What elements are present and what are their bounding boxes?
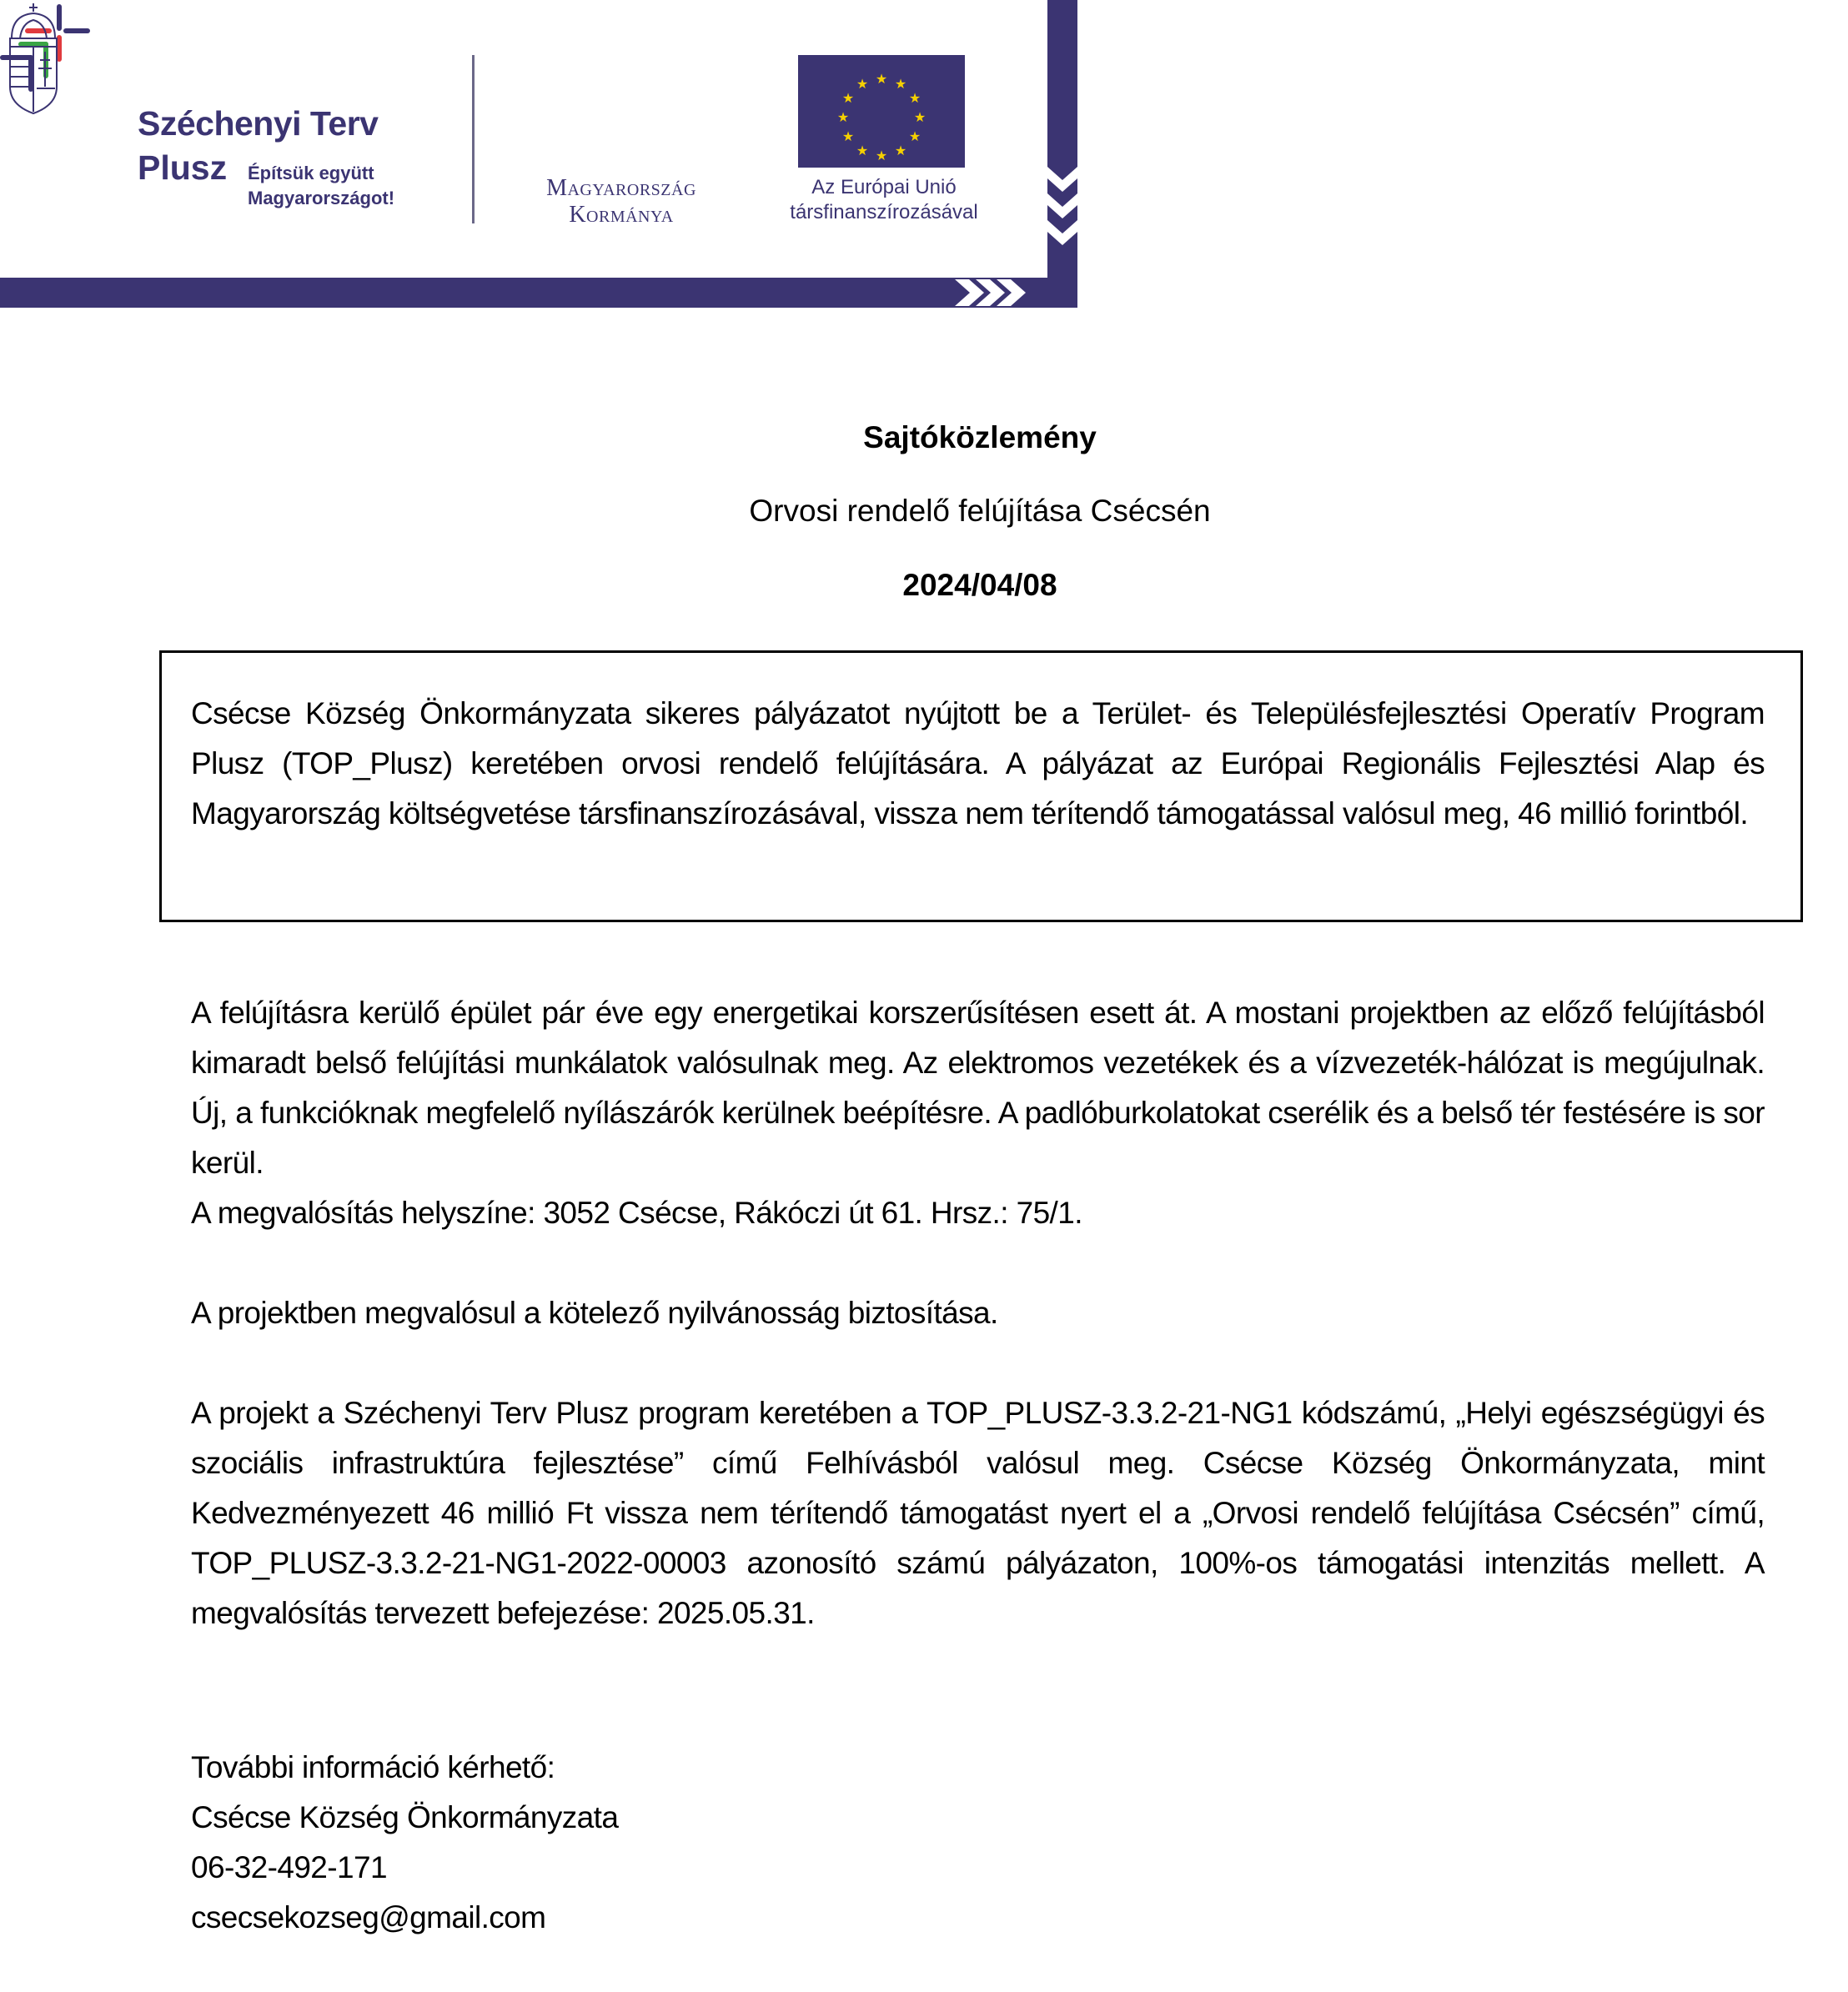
svg-text:★: ★ xyxy=(836,109,850,125)
slogan-line-2: Magyarországot! xyxy=(248,188,395,208)
government-label xyxy=(517,175,726,228)
svg-text:★: ★ xyxy=(894,143,907,158)
contact-email-link[interactable]: csecsekozseg@gmail.com xyxy=(191,1900,546,1934)
contact-block xyxy=(191,1743,618,1943)
szechenyi-plusz: Plusz xyxy=(138,148,228,187)
government-line-2: Kormánya xyxy=(569,202,674,228)
logo-divider xyxy=(472,55,475,223)
slogan-line-1: Építsük együtt xyxy=(248,163,374,183)
contact-phone: 06-32-492-171 xyxy=(191,1850,387,1884)
svg-text:★: ★ xyxy=(913,109,927,125)
contact-heading: További információ kérhető: xyxy=(191,1750,555,1784)
eu-line-2: társfinanszírozásával xyxy=(790,201,978,223)
project-location: A megvalósítás helyszíne: 3052 Csécse, Rákóczi út 61. Hrsz.: 75/1. xyxy=(191,1196,1082,1230)
svg-text:★: ★ xyxy=(908,90,921,106)
government-line-1: Magyarország xyxy=(546,175,696,201)
document-subtitle: Orvosi rendelő felújítása Csécsén xyxy=(749,494,1211,528)
contact-organization: Csécse Község Önkormányzata xyxy=(191,1800,619,1834)
svg-text:★: ★ xyxy=(841,90,855,106)
svg-text:★: ★ xyxy=(856,76,869,92)
eu-line-1: Az Európai Unió xyxy=(811,176,957,198)
document-title: Sajtóközlemény xyxy=(863,420,1097,454)
svg-text:★: ★ xyxy=(875,148,888,163)
renovation-description: A felújításra kerülő épület pár éve egy energetikai korszerűsítésen esett át. A mostani projektben az előző felújításból kimaradt belső felújítási munkálatok valósulnak meg. Az elektromos vezetékek és a vízvezeték-hálózat is megújulnak. Új, a funkcióknak megfelelő nyílászárók kerülnek beépítésre. A padlóburkolatokat cserélik és a belső tér festésére is sor kerül. xyxy=(191,996,1765,1180)
header-banner xyxy=(0,0,1084,313)
svg-text:★: ★ xyxy=(841,128,855,144)
svg-text:★: ★ xyxy=(856,143,869,158)
szechenyi-slogan xyxy=(248,161,394,211)
coat-of-arms-icon xyxy=(0,0,67,117)
body-paragraph-3: A projekt a Széchenyi Terv Plusz program keretében a TOP_PLUSZ-3.3.2-21-NG1 kódszámú, „Helyi egészségügyi és szociális infrastruktúra fejlesztése” című Felhívásból valósul meg. Csécse Község Önkormányzata, mint Kedvezményezett 46 millió Ft vissza nem térítendő támogatást nyert el a „Orvosi rendelő felújítása Csécsén” című, TOP_PLUSZ-3.3.2-21-NG1-2022-00003 azonosító számú pályázaton, 100%-os támogatási intenzitás mellett. A megvalósítás tervezett befejezése: 2025.05.31. xyxy=(191,1396,1765,1630)
eu-flag-icon xyxy=(798,55,965,168)
summary-text: Csécse Község Önkormányzata sikeres pályázatot nyújtott be a Terület- és Településfejlesztési Operatív Program Plusz (TOP_Plusz) keretében orvosi rendelő felújítására. A pályázat az Európai Regionális Fejlesztési Alap és Magyarország költségvetése társfinanszírozásával, vissza nem térítendő támogatással valósul meg, 46 millió forintból. xyxy=(191,696,1765,830)
svg-text:★: ★ xyxy=(908,128,921,144)
svg-text:★: ★ xyxy=(894,76,907,92)
szechenyi-title: Széchenyi Terv xyxy=(138,104,379,143)
document-date: 2024/04/08 xyxy=(902,568,1057,602)
svg-text:★: ★ xyxy=(875,71,888,87)
body-paragraph-2: A projektben megvalósul a kötelező nyilvánosság biztosítása. xyxy=(191,1296,998,1330)
eu-label xyxy=(751,175,1017,225)
body-paragraph-1 xyxy=(191,988,1765,1238)
